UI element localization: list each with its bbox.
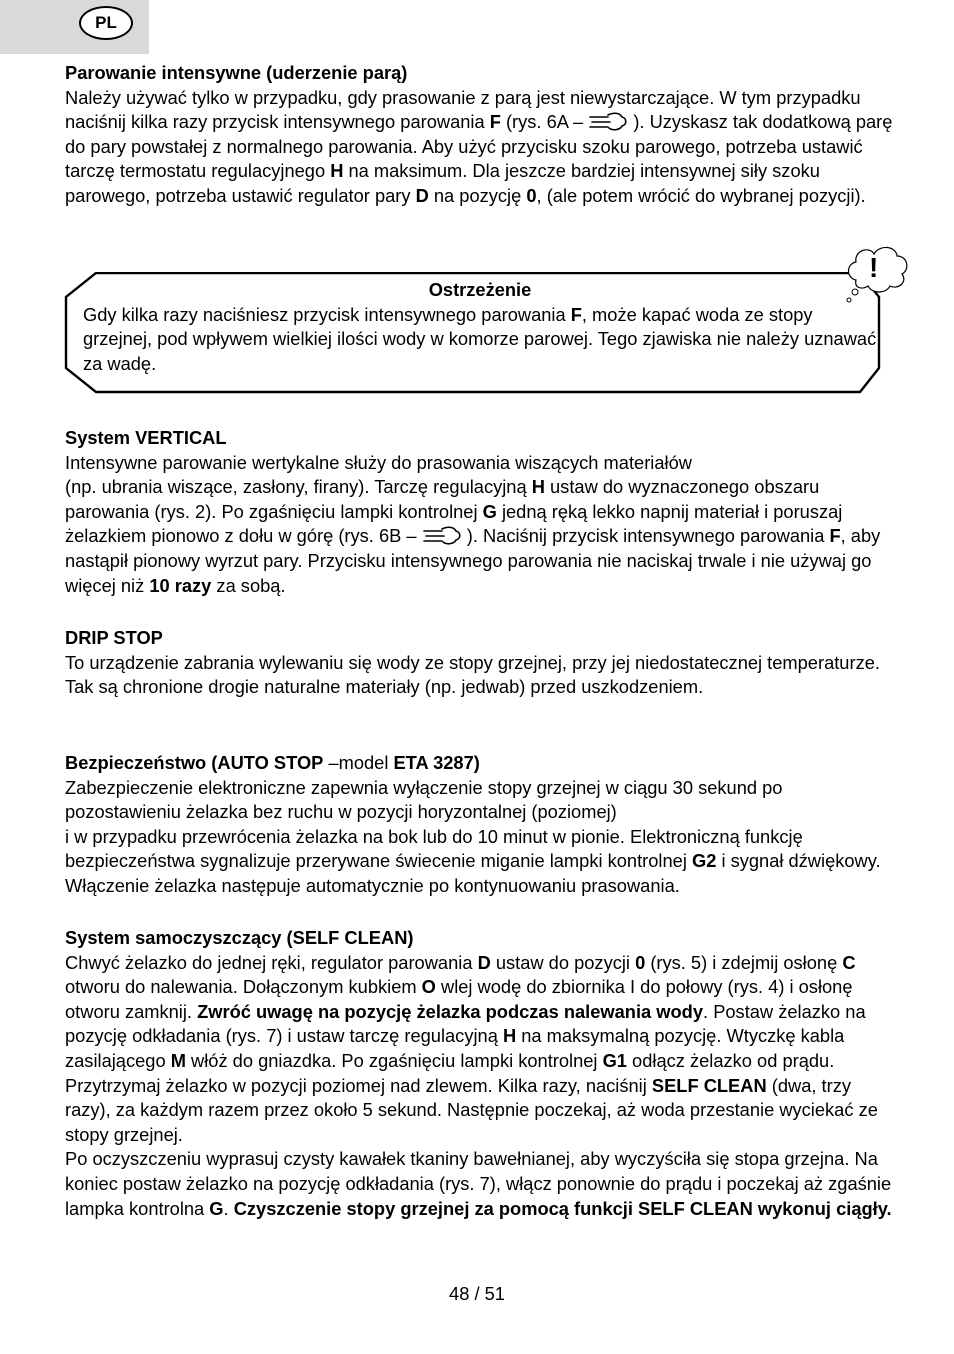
section-self-clean [65,926,895,1221]
section-title: System VERTICAL [65,427,227,448]
section-title: Bezpieczeństwo (AUTO STOP –model ETA 3287) [65,752,480,773]
warning-panel [80,278,880,376]
steam-shot-icon [588,111,628,133]
warning-exclamation: ! [869,252,879,283]
section-body: Należy używać tylko w przypadku, gdy prasowanie z parą jest niewystarczające. W tym przypadku naciśnij kilka razy przycisk intensywnego parowania F (rys. 6A – ). Uzyskasz tak dodatkową parę do pary powstałej z normalnego parowania. Aby użyć przycisku szoku parowego, potrzeba ustawić tarczę termostatu regulacyjnego H na maksimum. Dla jeszcze bardziej intensywnej siły szoku parowego, potrzeba ustawić regulator pary D na pozycję 0, (ale potem wrócić do wybranej pozycji). [65,86,893,206]
section-title: System samoczyszczący (SELF CLEAN) [65,927,414,948]
section-intensive-steam [65,61,895,209]
section-title: DRIP STOP [65,627,163,648]
section-title: Parowanie intensywne (uderzenie parą) [65,62,408,83]
warning-cloud [842,242,912,306]
language-tab [0,0,149,54]
page-number: 48 / 51 [449,1283,505,1304]
section-vertical [65,426,895,598]
section-body-end: Po oczyszczeniu wyprasuj czysty kawałek tkaniny bawełnianej, aby wyczyściła się stopa grzejna. Na koniec postaw żelazko na pozycję odkładania (rys. 7), włącz ponownie do prądu i poczekaj aż zgaśnie lampka kontrolna G. Czyszczenie stopy grzejnej za pomocą funkcji SELF CLEAN wykonuj ciągły. [65,1148,892,1219]
warning-body: Gdy kilka razy naciśniesz przycisk intensywnego parowania F, może kapać woda ze stopy grzejnej, pod wpływem wielkiej ilości wody w komorze parowej. Tego zjawiska nie należy uznawać za wadę. [83,303,877,374]
section-body: (np. ubrania wiszące, zasłony, firany). Tarczę regulacyjną H ustaw do wyznaczonego obszaru parowania (rys. 2). Po zgaśnięciu lampki kontrolnej G jedną ręką lekko napnij materiał i poruszaj żelazkiem pionowo z dołu w górę (rys. 6B – ). Naciśnij przycisk intensywnego parowania F, aby nastąpił pionowy wyrzut pary. Przycisku intensywnego parowania nie naciskaj trwale i nie używaj go więcej niż 10 razy za sobą. [65,476,881,596]
section-body-line1: Intensywne parowanie wertykalne służy do prasowania wiszących materiałów [65,451,692,473]
section-body-line1: Zabezpieczenie elektroniczne zapewnia wyłączenie stopy grzejnej w ciągu 30 sekund po pozostawieniu żelazka bez ruchu w pozycji horyzontalnej (poziomej) [65,776,783,823]
section-body: To urządzenie zabrania wylewaniu się wody ze stopy grzejnej, przy jej niedostatecznej temperaturze. Tak są chronione drogie naturalne materiały (np. jedwab) przed uszkodzeniem. [65,651,880,698]
section-body: Chwyć żelazko do jednej ręki, regulator parowania D ustaw do pozycji 0 (rys. 5) i zdejmij osłonę C otworu do nalewania. Dołączonym kubkiem O wlej wodę do zbiornika I do połowy (rys. 4) i osłonę otworu zamknij. Zwróć uwagę na pozycję żelazka podczas nalewania wody. Postaw żelazko na pozycję odkładania (rys. 7) i ustaw tarczę regulacyjną H na maksymalną pozycję. Wtyczkę kabla zasilającego M włóż do gniazdka. Po zgaśnięciu lampki kontrolnej G1 odłącz żelazko od prądu. Przytrzymaj żelazko w pozycji poziomej nad zlewem. Kilka razy, naciśnij SELF CLEAN (dwa, trzy razy), za każdym razem przez około 5 sekund. Następnie poczekaj, aż woda przestanie wyciekać ze stopy grzejnej. [65,951,878,1145]
steam-shot-icon [422,525,462,547]
section-drip-stop [65,626,895,700]
section-body: i w przypadku przewrócenia żelazka na bok lub do 10 minut w pionie. Elektroniczną funkcję bezpieczeństwa sygnalizuje przerywane świecenie miganie lampki kontrolnej G2 i sygnał dźwiękowy. Włączenie żelazka następuje automatycznie po kontynuowaniu prasowania. [65,825,881,896]
warning-title: Ostrzeżenie [428,279,532,300]
section-auto-stop [65,751,895,899]
language-badge: PL [79,6,133,40]
